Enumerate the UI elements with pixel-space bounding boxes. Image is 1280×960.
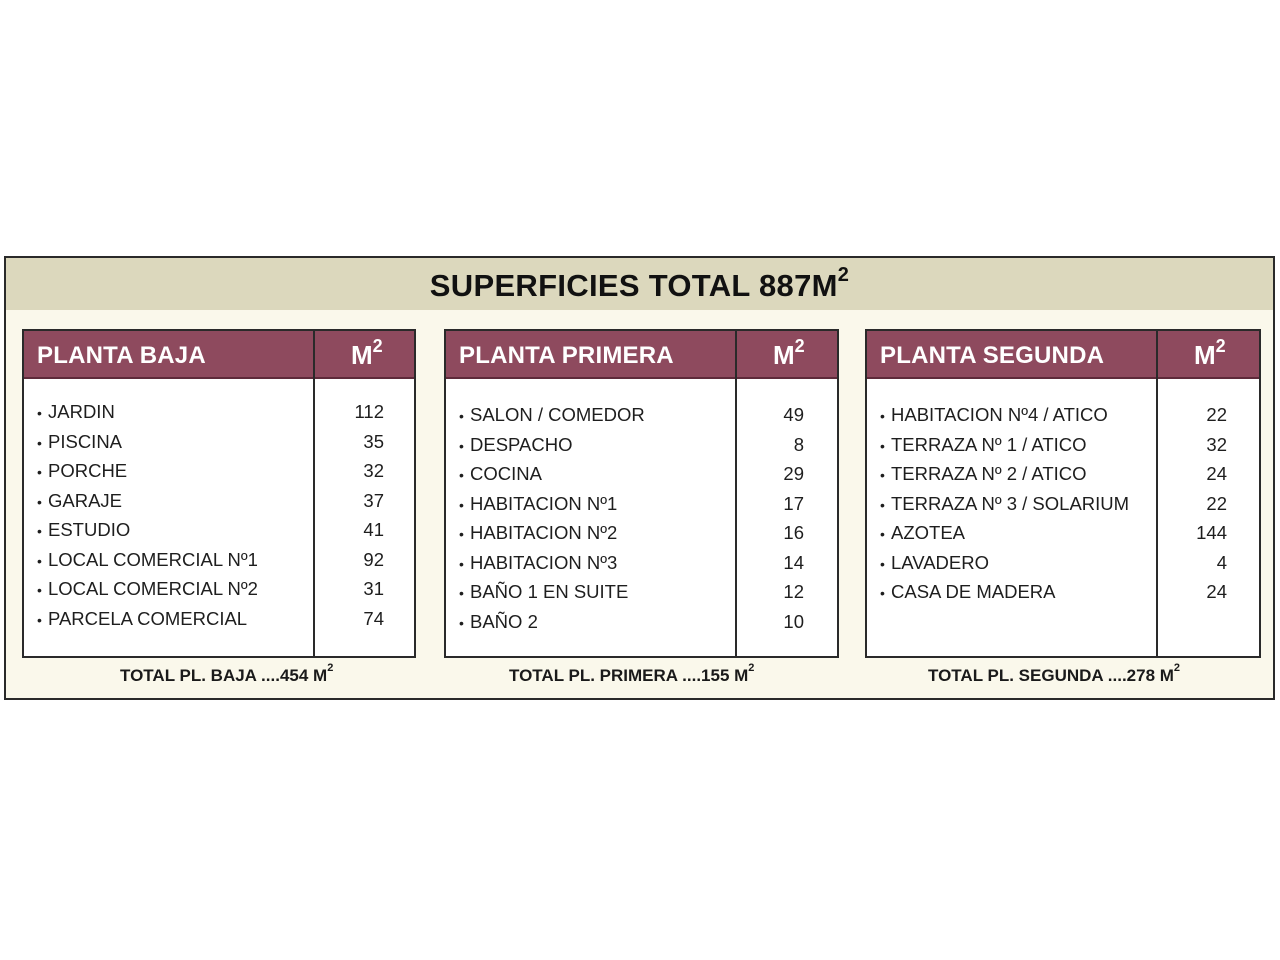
room-area: 10: [783, 610, 804, 632]
floor-header: [867, 331, 1259, 379]
room-row: [446, 550, 837, 580]
bullet: •: [459, 408, 464, 424]
room-label: JARDIN: [48, 401, 115, 422]
room-row: [446, 432, 837, 462]
unit-header: [773, 336, 805, 371]
floor-header: [24, 331, 414, 379]
unit-label: M: [773, 340, 795, 370]
room-label: TERRAZA Nº 3 / SOLARIUM: [891, 492, 1130, 514]
bullet: •: [880, 585, 885, 601]
room-label: HABITACION Nº1: [470, 492, 618, 514]
bullet: •: [37, 611, 42, 628]
room-label: PARCELA COMERCIAL: [48, 607, 248, 629]
room-label: HABITACION Nº3: [470, 551, 618, 573]
bullet: •: [459, 555, 464, 572]
bullet: •: [459, 467, 464, 483]
room-row: [24, 576, 414, 606]
page-title: [6, 258, 1273, 301]
room-row: [867, 432, 1259, 462]
room-area: 12: [783, 581, 804, 602]
floor-total-superscript: 2: [1173, 662, 1181, 675]
unit-superscript: 2: [372, 336, 383, 357]
bullet: •: [37, 405, 42, 421]
bullet: •: [880, 555, 885, 572]
floor-table-planta-primera: [444, 329, 839, 658]
room-area: 32: [363, 460, 384, 481]
room-label: BAÑO 2: [470, 610, 538, 632]
room-row: [24, 458, 414, 488]
floor-total-text: TOTAL PL. SEGUNDA ....278 M: [928, 666, 1174, 685]
room-area: 144: [1196, 522, 1227, 543]
title-band: [6, 258, 1273, 310]
room-area: 24: [1206, 581, 1227, 602]
floor-name: PLANTA SEGUNDA: [880, 342, 1105, 369]
floor-total-text: TOTAL PL. PRIMERA ....155 M: [509, 666, 749, 685]
room-area: 22: [1206, 492, 1227, 514]
floor-table-planta-segunda: [865, 329, 1261, 658]
room-label: LAVADERO: [891, 551, 990, 573]
page-title-text: SUPERFICIES TOTAL 887M: [429, 268, 838, 303]
room-row: [446, 491, 837, 521]
room-label: PISCINA: [48, 430, 123, 452]
room-row: [867, 520, 1259, 550]
room-area: 37: [363, 489, 384, 511]
room-area: 35: [363, 430, 384, 452]
room-row: [446, 461, 837, 491]
bullet: •: [459, 437, 464, 454]
bullet: •: [880, 408, 885, 424]
room-label: LOCAL COMERCIAL Nº1: [48, 548, 258, 570]
bullet: •: [880, 467, 885, 483]
room-area: 74: [363, 607, 384, 629]
room-list: [867, 402, 1259, 609]
room-area: 22: [1206, 404, 1227, 425]
room-label: AZOTEA: [891, 522, 966, 543]
room-label: DESPACHO: [470, 433, 573, 455]
floor-name: PLANTA PRIMERA: [459, 342, 674, 369]
room-label: CASA DE MADERA: [891, 581, 1056, 602]
unit-superscript: 2: [794, 336, 805, 357]
bullet: •: [459, 496, 464, 513]
room-row: [24, 547, 414, 577]
bullet: •: [37, 493, 42, 510]
page-title-superscript: 2: [837, 263, 850, 286]
room-area: 16: [783, 522, 804, 543]
room-list: [446, 402, 837, 638]
room-row: [867, 579, 1259, 609]
room-row: [446, 402, 837, 432]
bullet: •: [37, 434, 42, 451]
room-row: [867, 461, 1259, 491]
room-area: 41: [363, 519, 384, 540]
room-label: BAÑO 1 EN SUITE: [470, 581, 629, 602]
room-row: [867, 402, 1259, 432]
bullet: •: [37, 464, 42, 480]
room-label: ESTUDIO: [48, 519, 131, 540]
room-row: [446, 609, 837, 639]
room-row: [867, 550, 1259, 580]
room-row: [24, 399, 414, 429]
floor-total-planta-primera: [509, 662, 755, 686]
floor-total-planta-baja: [120, 662, 334, 686]
room-label: TERRAZA Nº 2 / ATICO: [891, 463, 1087, 484]
room-area: 92: [363, 548, 384, 570]
room-row: [446, 520, 837, 550]
room-row: [24, 429, 414, 459]
room-label: LOCAL COMERCIAL Nº2: [48, 578, 258, 599]
room-area: 112: [354, 401, 384, 422]
bullet: •: [459, 614, 464, 631]
room-area: 17: [783, 492, 804, 514]
room-area: 32: [1206, 433, 1227, 455]
unit-header: [351, 336, 383, 371]
room-area: 31: [363, 578, 384, 599]
room-area: 24: [1206, 463, 1227, 484]
bullet: •: [459, 526, 464, 542]
bullet: •: [37, 582, 42, 598]
room-label: SALON / COMEDOR: [470, 404, 645, 425]
room-area: 49: [783, 404, 804, 425]
bullet: •: [37, 523, 42, 539]
bullet: •: [37, 552, 42, 569]
room-area: 4: [1216, 551, 1227, 573]
bullet: •: [880, 526, 885, 542]
room-area: 29: [783, 463, 804, 484]
room-area: 14: [783, 551, 804, 573]
surfaces-sheet: [4, 256, 1275, 700]
floor-total-text: TOTAL PL. BAJA ....454 M: [120, 666, 328, 685]
bullet: •: [880, 496, 885, 513]
room-row: [446, 579, 837, 609]
floor-total-planta-segunda: [928, 662, 1181, 686]
room-row: [24, 606, 414, 636]
room-label: PORCHE: [48, 460, 128, 481]
floor-name: PLANTA BAJA: [37, 342, 206, 369]
room-label: HABITACION Nº4 / ATICO: [891, 404, 1108, 425]
room-area: 8: [793, 433, 804, 455]
bullet: •: [459, 585, 464, 601]
room-row: [24, 488, 414, 518]
room-row: [24, 517, 414, 547]
room-row: [867, 491, 1259, 521]
unit-superscript: 2: [1215, 336, 1226, 357]
room-label: TERRAZA Nº 1 / ATICO: [891, 433, 1087, 455]
unit-label: M: [351, 340, 373, 370]
room-label: HABITACION Nº2: [470, 522, 618, 543]
room-list: [24, 399, 414, 635]
floor-header: [446, 331, 837, 379]
floor-total-superscript: 2: [327, 662, 334, 675]
room-label: GARAJE: [48, 489, 123, 511]
floor-total-superscript: 2: [748, 662, 755, 675]
unit-header: [1194, 336, 1226, 371]
bullet: •: [880, 437, 885, 454]
unit-label: M: [1194, 340, 1216, 370]
room-label: COCINA: [470, 463, 542, 484]
floor-table-planta-baja: [22, 329, 416, 658]
